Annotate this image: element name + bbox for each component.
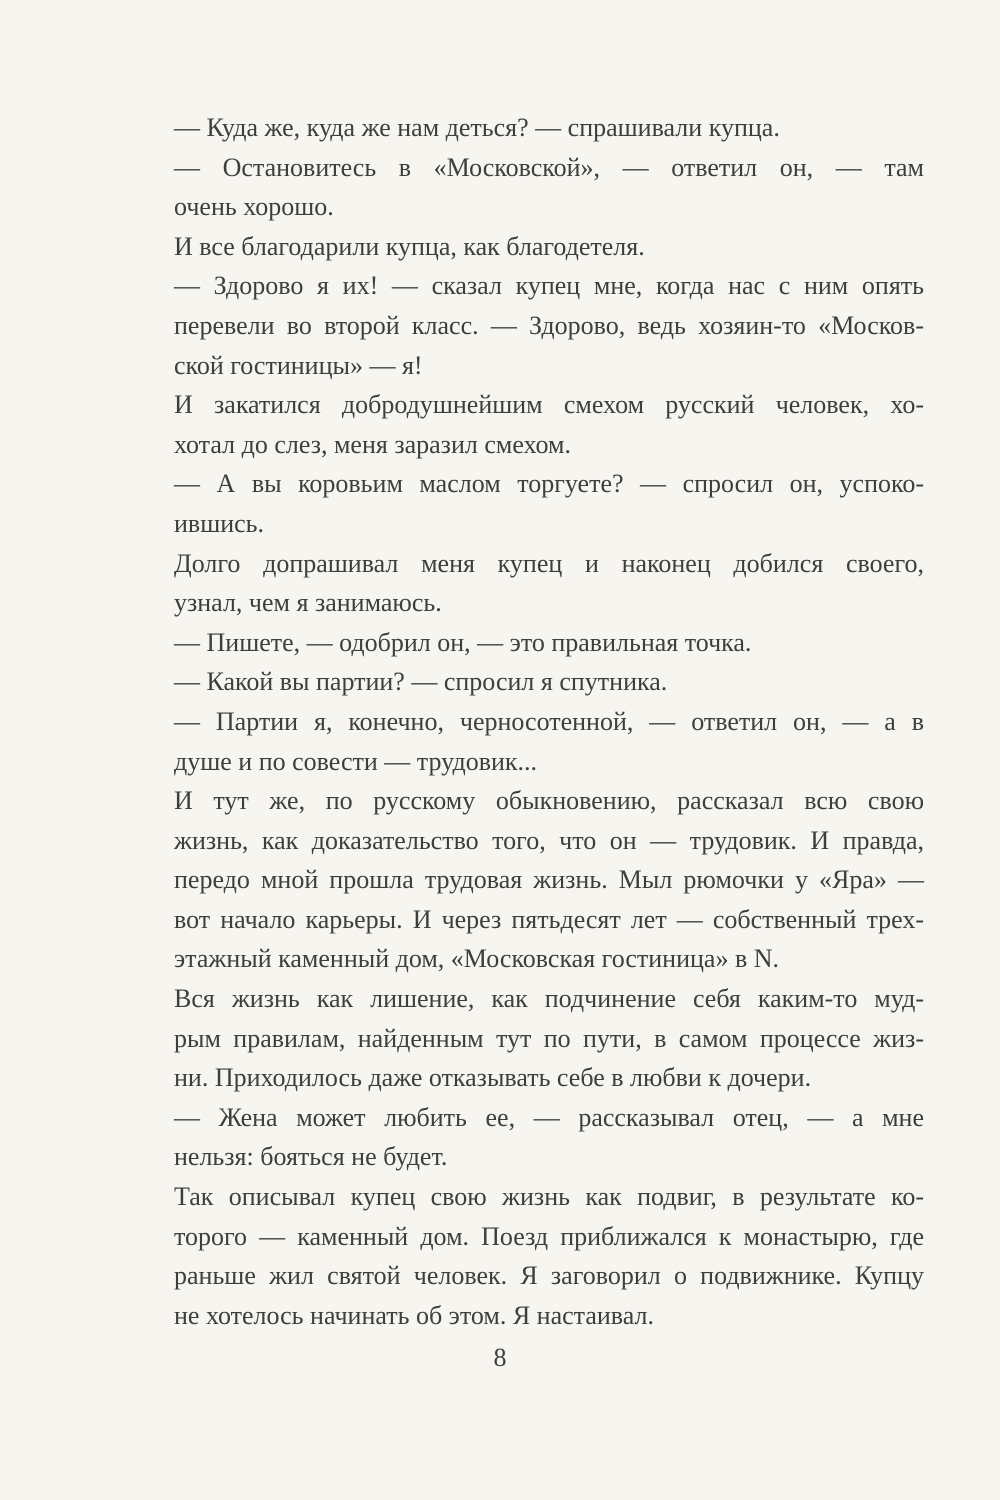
text-line: — Остановитесь в «Московской», — ответил он, — там bbox=[174, 152, 924, 182]
text-line: хотал до слез, меня заразил смехом. bbox=[174, 429, 571, 459]
paragraph bbox=[122, 1098, 924, 1177]
text-line: вот начало карьеры. И через пятьдесят лет — собственный трех- bbox=[174, 904, 924, 934]
text-line: И все благодарили купца, как благодетеля. bbox=[174, 231, 645, 261]
paragraph bbox=[122, 544, 924, 623]
text-line: Долго допрашивал меня купец и наконец добился своего, bbox=[174, 548, 924, 578]
text-line: — Здорово я их! — сказал купец мне, когда нас с ним опять bbox=[174, 271, 924, 301]
text-line: душе и по совести — трудовик... bbox=[174, 746, 538, 776]
page-number: 8 bbox=[493, 1343, 507, 1372]
text-line: нельзя: бояться не будет. bbox=[174, 1142, 448, 1172]
paragraph bbox=[122, 979, 924, 1098]
text-line: очень хорошо. bbox=[174, 192, 334, 222]
paragraph bbox=[122, 108, 924, 148]
text-line: перевели во второй класс. — Здорово, ведь хозяин-то «Москов- bbox=[174, 310, 924, 340]
text-line: Вся жизнь как лишение, как подчинение себя каким-то муд- bbox=[174, 984, 924, 1014]
text-line: ившись. bbox=[174, 508, 265, 538]
text-line: ской гостиницы» — я! bbox=[174, 350, 423, 380]
paragraph bbox=[122, 623, 924, 663]
text-line: — А вы коровьим маслом торгуете? — спросил он, успоко- bbox=[174, 469, 924, 499]
paragraph bbox=[122, 702, 924, 781]
paragraph bbox=[122, 148, 924, 227]
text-line: жизнь, как доказательство того, что он — трудовик. И правда, bbox=[174, 825, 924, 855]
paragraph bbox=[122, 1177, 924, 1335]
paragraph bbox=[122, 464, 924, 543]
text-line: — Пишете, — одобрил он, — это правильная точка. bbox=[174, 627, 752, 657]
text-line: торого — каменный дом. Поезд приближался к монастырю, где bbox=[174, 1221, 924, 1251]
paragraph bbox=[122, 266, 924, 385]
text-line: И закатился добродушнейшим смехом русский человек, хо- bbox=[174, 390, 924, 420]
text-line: ни. Приходилось даже отказывать себе в любви к дочери. bbox=[174, 1063, 812, 1093]
text-line: передо мной прошла трудовая жизнь. Мыл рюмочки у «Яра» — bbox=[174, 865, 924, 895]
text-line: — Партии я, конечно, черносотенной, — ответил он, — а в bbox=[174, 706, 924, 736]
text-line: раньше жил святой человек. Я заговорил о подвижнике. Купцу bbox=[174, 1261, 924, 1291]
paragraph bbox=[122, 227, 924, 267]
text-line: — Куда же, куда же нам деться? — спрашивали купца. bbox=[174, 113, 780, 142]
paragraph bbox=[122, 781, 924, 979]
text-line: — Какой вы партии? — спросил я спутника. bbox=[174, 667, 668, 697]
text-line: узнал, чем я занимаюсь. bbox=[174, 588, 442, 618]
text-line: — Жена может любить ее, — рассказывал отец, — а мне bbox=[174, 1102, 924, 1132]
text-line: не хотелось начинать об этом. Я настаивал. bbox=[174, 1300, 654, 1330]
text-line: И тут же, по русскому обыкновению, рассказал всю свою bbox=[174, 786, 924, 816]
text-line: рым правилам, найденным тут по пути, в самом процессе жиз- bbox=[174, 1023, 924, 1053]
paragraph bbox=[122, 385, 924, 464]
page-body-text bbox=[122, 108, 924, 1335]
text-line: этажный каменный дом, «Московская гостиница» в N. bbox=[174, 944, 779, 974]
text-line: Так описывал купец свою жизнь как подвиг, в результате ко- bbox=[174, 1182, 924, 1212]
paragraph bbox=[122, 662, 924, 702]
